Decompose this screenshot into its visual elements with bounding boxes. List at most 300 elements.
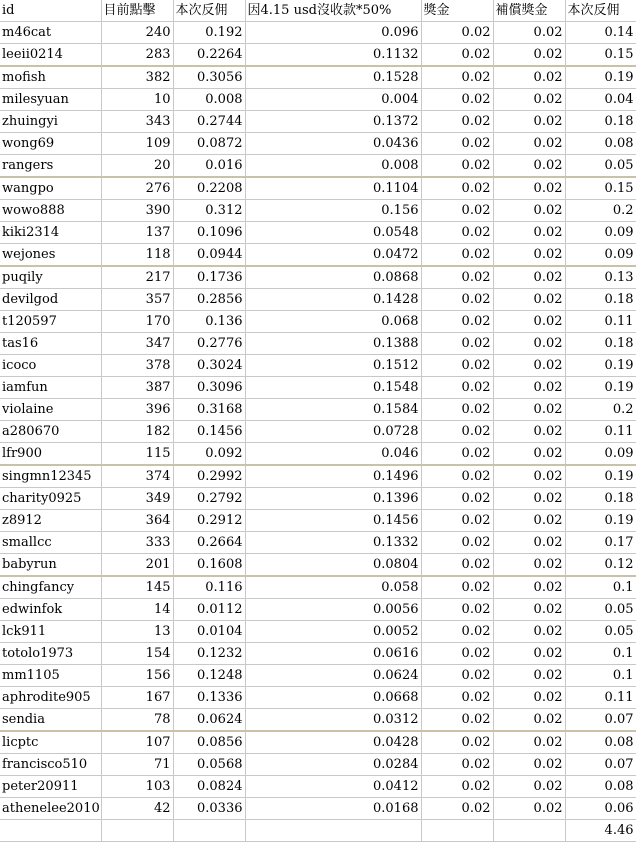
clicks-cell[interactable]: 71 [101, 754, 173, 776]
rebate-cell[interactable]: 0.3096 [173, 377, 245, 399]
clicks-cell[interactable]: 357 [101, 289, 173, 311]
clicks-cell[interactable]: 137 [101, 222, 173, 244]
unreceived-cell[interactable]: 0.0284 [245, 754, 421, 776]
unreceived-cell[interactable]: 0.068 [245, 311, 421, 333]
final-rebate-cell[interactable]: 0.18 [565, 111, 636, 133]
header-unreceived-half[interactable]: 因4.15 usd沒收款*50% [245, 0, 421, 22]
id-cell[interactable]: licptc [0, 731, 101, 754]
bonus-cell[interactable]: 0.02 [421, 177, 493, 200]
id-cell[interactable]: violaine [0, 399, 101, 421]
rebate-cell[interactable]: 0.0336 [173, 798, 245, 820]
id-cell[interactable]: smallcc [0, 532, 101, 554]
rebate-cell[interactable]: 0.1248 [173, 665, 245, 687]
unreceived-cell[interactable]: 0.0052 [245, 621, 421, 643]
clicks-cell[interactable]: 283 [101, 44, 173, 67]
compensation-cell[interactable]: 0.02 [493, 311, 565, 333]
unreceived-cell[interactable]: 0.156 [245, 200, 421, 222]
clicks-cell[interactable]: 170 [101, 311, 173, 333]
compensation-cell[interactable]: 0.02 [493, 510, 565, 532]
table-row [0, 66, 636, 89]
table-row [0, 643, 636, 665]
rebate-cell[interactable]: 0.2992 [173, 465, 245, 488]
final-rebate-cell[interactable]: 0.17 [565, 532, 636, 554]
unreceived-cell[interactable]: 0.1496 [245, 465, 421, 488]
compensation-cell[interactable]: 0.02 [493, 66, 565, 89]
compensation-cell[interactable]: 0.02 [493, 621, 565, 643]
clicks-cell[interactable]: 20 [101, 155, 173, 178]
final-rebate-cell[interactable]: 0.14 [565, 22, 636, 44]
compensation-cell[interactable]: 0.02 [493, 333, 565, 355]
compensation-cell[interactable]: 0.02 [493, 289, 565, 311]
rebate-cell[interactable]: 0.1232 [173, 643, 245, 665]
id-cell[interactable]: puqily [0, 266, 101, 289]
clicks-cell[interactable]: 396 [101, 399, 173, 421]
final-rebate-cell[interactable]: 0.1 [565, 576, 636, 599]
unreceived-cell[interactable]: 0.0728 [245, 421, 421, 443]
bonus-cell[interactable]: 0.02 [421, 510, 493, 532]
bonus-cell[interactable]: 0.02 [421, 421, 493, 443]
clicks-cell[interactable]: 201 [101, 554, 173, 577]
rebate-cell[interactable]: 0.0624 [173, 709, 245, 732]
final-rebate-cell[interactable]: 0.06 [565, 798, 636, 820]
final-rebate-cell[interactable]: 0.13 [565, 266, 636, 289]
header-row [0, 0, 636, 22]
bonus-cell[interactable]: 0.02 [421, 44, 493, 67]
table-row [0, 111, 636, 133]
table-row [0, 510, 636, 532]
clicks-cell[interactable]: 118 [101, 244, 173, 267]
unreceived-cell[interactable]: 0.0168 [245, 798, 421, 820]
table-row [0, 465, 636, 488]
clicks-cell[interactable]: 103 [101, 776, 173, 798]
clicks-cell[interactable]: 333 [101, 532, 173, 554]
bonus-cell[interactable]: 0.02 [421, 532, 493, 554]
clicks-cell[interactable]: 347 [101, 333, 173, 355]
empty-cell[interactable] [421, 820, 493, 842]
id-cell[interactable]: athenelee2010 [0, 798, 101, 820]
bonus-cell[interactable]: 0.02 [421, 554, 493, 577]
final-rebate-cell[interactable]: 0.18 [565, 333, 636, 355]
compensation-cell[interactable]: 0.02 [493, 177, 565, 200]
id-cell[interactable]: t120597 [0, 311, 101, 333]
table-row [0, 177, 636, 200]
table-row [0, 532, 636, 554]
header-rebate[interactable]: 本次反佣 [173, 0, 245, 22]
table-row [0, 554, 636, 577]
id-cell[interactable]: edwinfok [0, 599, 101, 621]
table-row [0, 687, 636, 709]
final-rebate-cell[interactable]: 0.11 [565, 421, 636, 443]
rebate-cell[interactable]: 0.0112 [173, 599, 245, 621]
bonus-cell[interactable]: 0.02 [421, 776, 493, 798]
id-cell[interactable]: wejones [0, 244, 101, 267]
rebate-cell[interactable]: 0.3168 [173, 399, 245, 421]
final-rebate-cell[interactable]: 0.08 [565, 731, 636, 754]
rebate-cell[interactable]: 0.0104 [173, 621, 245, 643]
compensation-cell[interactable]: 0.02 [493, 377, 565, 399]
rebate-cell[interactable]: 0.2776 [173, 333, 245, 355]
rebate-cell[interactable]: 0.1608 [173, 554, 245, 577]
bonus-cell[interactable]: 0.02 [421, 289, 493, 311]
clicks-cell[interactable]: 154 [101, 643, 173, 665]
clicks-cell[interactable]: 156 [101, 665, 173, 687]
id-cell[interactable]: tas16 [0, 333, 101, 355]
clicks-cell[interactable]: 378 [101, 355, 173, 377]
bonus-cell[interactable]: 0.02 [421, 665, 493, 687]
id-cell[interactable]: rangers [0, 155, 101, 178]
rebate-cell[interactable]: 0.2208 [173, 177, 245, 200]
table-row [0, 665, 636, 687]
id-cell[interactable]: mm1105 [0, 665, 101, 687]
rebate-cell[interactable]: 0.0944 [173, 244, 245, 267]
clicks-cell[interactable]: 10 [101, 89, 173, 111]
unreceived-cell[interactable]: 0.1104 [245, 177, 421, 200]
clicks-cell[interactable]: 390 [101, 200, 173, 222]
id-cell[interactable]: leeii0214 [0, 44, 101, 67]
rebate-cell[interactable]: 0.3024 [173, 355, 245, 377]
id-cell[interactable]: singmn12345 [0, 465, 101, 488]
unreceived-cell[interactable]: 0.0616 [245, 643, 421, 665]
compensation-cell[interactable]: 0.02 [493, 754, 565, 776]
clicks-cell[interactable]: 276 [101, 177, 173, 200]
id-cell[interactable]: z8912 [0, 510, 101, 532]
compensation-cell[interactable]: 0.02 [493, 576, 565, 599]
compensation-cell[interactable]: 0.02 [493, 488, 565, 510]
rebate-cell[interactable]: 0.2264 [173, 44, 245, 67]
unreceived-cell[interactable]: 0.1396 [245, 488, 421, 510]
id-cell[interactable]: aphrodite905 [0, 687, 101, 709]
id-cell[interactable]: wangpo [0, 177, 101, 200]
bonus-cell[interactable]: 0.02 [421, 244, 493, 267]
header-current-clicks[interactable]: 目前點擊 [101, 0, 173, 22]
rebate-cell[interactable]: 0.2792 [173, 488, 245, 510]
unreceived-cell[interactable]: 0.0436 [245, 133, 421, 155]
clicks-cell[interactable]: 374 [101, 465, 173, 488]
compensation-cell[interactable]: 0.02 [493, 798, 565, 820]
final-rebate-cell[interactable]: 0.05 [565, 621, 636, 643]
id-cell[interactable]: devilgod [0, 289, 101, 311]
unreceived-cell[interactable]: 0.0428 [245, 731, 421, 754]
final-rebate-cell[interactable]: 0.08 [565, 133, 636, 155]
table-row [0, 89, 636, 111]
id-cell[interactable]: iamfun [0, 377, 101, 399]
unreceived-cell[interactable]: 0.1584 [245, 399, 421, 421]
unreceived-cell[interactable]: 0.0804 [245, 554, 421, 577]
compensation-cell[interactable]: 0.02 [493, 111, 565, 133]
table-row [0, 355, 636, 377]
final-rebate-cell[interactable]: 0.1 [565, 665, 636, 687]
compensation-cell[interactable]: 0.02 [493, 443, 565, 466]
final-rebate-cell[interactable]: 0.11 [565, 311, 636, 333]
rebate-cell[interactable]: 0.0824 [173, 776, 245, 798]
compensation-cell[interactable]: 0.02 [493, 643, 565, 665]
bonus-cell[interactable]: 0.02 [421, 333, 493, 355]
bonus-cell[interactable]: 0.02 [421, 687, 493, 709]
unreceived-cell[interactable]: 0.0472 [245, 244, 421, 267]
id-cell[interactable]: kiki2314 [0, 222, 101, 244]
id-cell[interactable]: francisco510 [0, 754, 101, 776]
unreceived-cell[interactable]: 0.096 [245, 22, 421, 44]
rebate-cell[interactable]: 0.312 [173, 200, 245, 222]
id-cell[interactable]: chingfancy [0, 576, 101, 599]
final-rebate-cell[interactable]: 0.07 [565, 709, 636, 732]
compensation-cell[interactable]: 0.02 [493, 244, 565, 267]
clicks-cell[interactable]: 42 [101, 798, 173, 820]
final-rebate-cell[interactable]: 0.09 [565, 222, 636, 244]
clicks-cell[interactable]: 343 [101, 111, 173, 133]
unreceived-cell[interactable]: 0.1372 [245, 111, 421, 133]
final-rebate-cell[interactable]: 0.15 [565, 177, 636, 200]
bonus-cell[interactable]: 0.02 [421, 576, 493, 599]
clicks-cell[interactable]: 145 [101, 576, 173, 599]
compensation-cell[interactable]: 0.02 [493, 421, 565, 443]
bonus-cell[interactable]: 0.02 [421, 643, 493, 665]
compensation-cell[interactable]: 0.02 [493, 22, 565, 44]
header-bonus[interactable]: 獎金 [421, 0, 493, 22]
unreceived-cell[interactable]: 0.1548 [245, 377, 421, 399]
bonus-cell[interactable]: 0.02 [421, 133, 493, 155]
id-cell[interactable]: milesyuan [0, 89, 101, 111]
empty-cell[interactable] [101, 820, 173, 842]
table-row [0, 155, 636, 178]
compensation-cell[interactable]: 0.02 [493, 222, 565, 244]
table-row [0, 621, 636, 643]
rebate-cell[interactable]: 0.2912 [173, 510, 245, 532]
table-row [0, 266, 636, 289]
rebate-cell[interactable]: 0.0872 [173, 133, 245, 155]
unreceived-cell[interactable]: 0.0312 [245, 709, 421, 732]
table-row [0, 200, 636, 222]
id-cell[interactable]: peter20911 [0, 776, 101, 798]
rebate-cell[interactable]: 0.2664 [173, 532, 245, 554]
bonus-cell[interactable]: 0.02 [421, 200, 493, 222]
rebate-cell[interactable]: 0.1096 [173, 222, 245, 244]
rebate-cell[interactable]: 0.116 [173, 576, 245, 599]
clicks-cell[interactable]: 182 [101, 421, 173, 443]
clicks-cell[interactable]: 109 [101, 133, 173, 155]
table-row [0, 488, 636, 510]
rebate-cell[interactable]: 0.1336 [173, 687, 245, 709]
unreceived-cell[interactable]: 0.0868 [245, 266, 421, 289]
bonus-cell[interactable]: 0.02 [421, 399, 493, 421]
bonus-cell[interactable]: 0.02 [421, 465, 493, 488]
final-rebate-cell[interactable]: 0.18 [565, 488, 636, 510]
id-cell[interactable]: wowo888 [0, 200, 101, 222]
table-row [0, 44, 636, 67]
bonus-cell[interactable]: 0.02 [421, 488, 493, 510]
id-cell[interactable]: sendia [0, 709, 101, 732]
id-cell[interactable]: wong69 [0, 133, 101, 155]
unreceived-cell[interactable]: 0.008 [245, 155, 421, 178]
compensation-cell[interactable]: 0.02 [493, 266, 565, 289]
bonus-cell[interactable]: 0.02 [421, 266, 493, 289]
final-rebate-cell[interactable]: 0.19 [565, 510, 636, 532]
id-cell[interactable]: babyrun [0, 554, 101, 577]
header-final-rebate[interactable]: 本次反佣 [565, 0, 636, 22]
header-id[interactable]: id [0, 0, 101, 22]
empty-cell[interactable] [173, 820, 245, 842]
compensation-cell[interactable]: 0.02 [493, 687, 565, 709]
compensation-cell[interactable]: 0.02 [493, 731, 565, 754]
final-rebate-cell[interactable]: 0.2 [565, 200, 636, 222]
final-rebate-cell[interactable]: 0.15 [565, 44, 636, 67]
table-row [0, 22, 636, 44]
bonus-cell[interactable]: 0.02 [421, 731, 493, 754]
final-rebate-cell[interactable]: 0.05 [565, 599, 636, 621]
empty-cell[interactable] [0, 820, 101, 842]
compensation-cell[interactable]: 0.02 [493, 200, 565, 222]
unreceived-cell[interactable]: 0.0548 [245, 222, 421, 244]
empty-cell[interactable] [493, 820, 565, 842]
clicks-cell[interactable]: 217 [101, 266, 173, 289]
bonus-cell[interactable]: 0.02 [421, 66, 493, 89]
table-row [0, 798, 636, 820]
clicks-cell[interactable]: 78 [101, 709, 173, 732]
empty-cell[interactable] [245, 820, 421, 842]
table-row [0, 289, 636, 311]
table-row [0, 731, 636, 754]
total-row [0, 820, 636, 842]
final-rebate-cell[interactable]: 0.19 [565, 355, 636, 377]
clicks-cell[interactable]: 240 [101, 22, 173, 44]
bonus-cell[interactable]: 0.02 [421, 599, 493, 621]
header-compensation-bonus[interactable]: 補償獎金 [493, 0, 565, 22]
compensation-cell[interactable]: 0.02 [493, 133, 565, 155]
bonus-cell[interactable]: 0.02 [421, 111, 493, 133]
unreceived-cell[interactable]: 0.0624 [245, 665, 421, 687]
compensation-cell[interactable]: 0.02 [493, 599, 565, 621]
table-row [0, 709, 636, 732]
bonus-cell[interactable]: 0.02 [421, 22, 493, 44]
unreceived-cell[interactable]: 0.1388 [245, 333, 421, 355]
bonus-cell[interactable]: 0.02 [421, 621, 493, 643]
clicks-cell[interactable]: 115 [101, 443, 173, 466]
table-row [0, 133, 636, 155]
rebate-cell[interactable]: 0.016 [173, 155, 245, 178]
final-rebate-cell[interactable]: 0.09 [565, 244, 636, 267]
rebate-cell[interactable]: 0.0856 [173, 731, 245, 754]
id-cell[interactable]: zhuingyi [0, 111, 101, 133]
final-rebate-cell[interactable]: 0.19 [565, 377, 636, 399]
unreceived-cell[interactable]: 0.046 [245, 443, 421, 466]
table-row [0, 754, 636, 776]
rebate-cell[interactable]: 0.192 [173, 22, 245, 44]
table-row [0, 333, 636, 355]
clicks-cell[interactable]: 107 [101, 731, 173, 754]
final-rebate-cell[interactable]: 0.19 [565, 66, 636, 89]
unreceived-cell[interactable]: 0.1456 [245, 510, 421, 532]
id-cell[interactable]: totolo1973 [0, 643, 101, 665]
final-rebate-cell[interactable]: 0.12 [565, 554, 636, 577]
final-rebate-cell[interactable]: 0.18 [565, 289, 636, 311]
bonus-cell[interactable]: 0.02 [421, 377, 493, 399]
clicks-cell[interactable]: 387 [101, 377, 173, 399]
table-row [0, 222, 636, 244]
final-rebate-cell[interactable]: 0.1 [565, 643, 636, 665]
compensation-cell[interactable]: 0.02 [493, 665, 565, 687]
final-rebate-cell[interactable]: 0.07 [565, 754, 636, 776]
table-row [0, 599, 636, 621]
total-value-cell[interactable]: 4.46 [565, 820, 636, 842]
final-rebate-cell[interactable]: 0.08 [565, 776, 636, 798]
clicks-cell[interactable]: 14 [101, 599, 173, 621]
clicks-cell[interactable]: 167 [101, 687, 173, 709]
bonus-cell[interactable]: 0.02 [421, 754, 493, 776]
table-row [0, 576, 636, 599]
unreceived-cell[interactable]: 0.1428 [245, 289, 421, 311]
id-cell[interactable]: m46cat [0, 22, 101, 44]
id-cell[interactable]: charity0925 [0, 488, 101, 510]
rebate-cell[interactable]: 0.2744 [173, 111, 245, 133]
table-row [0, 311, 636, 333]
bonus-cell[interactable]: 0.02 [421, 443, 493, 466]
rebate-cell[interactable]: 0.0568 [173, 754, 245, 776]
compensation-cell[interactable]: 0.02 [493, 465, 565, 488]
compensation-cell[interactable]: 0.02 [493, 554, 565, 577]
bonus-cell[interactable]: 0.02 [421, 798, 493, 820]
compensation-cell[interactable]: 0.02 [493, 399, 565, 421]
rebate-cell[interactable]: 0.008 [173, 89, 245, 111]
unreceived-cell[interactable]: 0.004 [245, 89, 421, 111]
compensation-cell[interactable]: 0.02 [493, 532, 565, 554]
bonus-cell[interactable]: 0.02 [421, 311, 493, 333]
bonus-cell[interactable]: 0.02 [421, 355, 493, 377]
id-cell[interactable]: lfr900 [0, 443, 101, 466]
final-rebate-cell[interactable]: 0.04 [565, 89, 636, 111]
final-rebate-cell[interactable]: 0.19 [565, 465, 636, 488]
unreceived-cell[interactable]: 0.1512 [245, 355, 421, 377]
clicks-cell[interactable]: 382 [101, 66, 173, 89]
rebate-cell[interactable]: 0.1736 [173, 266, 245, 289]
bonus-cell[interactable]: 0.02 [421, 89, 493, 111]
clicks-cell[interactable]: 13 [101, 621, 173, 643]
id-cell[interactable]: a280670 [0, 421, 101, 443]
clicks-cell[interactable]: 349 [101, 488, 173, 510]
compensation-cell[interactable]: 0.02 [493, 89, 565, 111]
rebate-cell[interactable]: 0.3056 [173, 66, 245, 89]
table-row [0, 244, 636, 267]
compensation-cell[interactable]: 0.02 [493, 776, 565, 798]
id-cell[interactable]: lck911 [0, 621, 101, 643]
compensation-cell[interactable]: 0.02 [493, 355, 565, 377]
unreceived-cell[interactable]: 0.0056 [245, 599, 421, 621]
clicks-cell[interactable]: 364 [101, 510, 173, 532]
bonus-cell[interactable]: 0.02 [421, 709, 493, 732]
unreceived-cell[interactable]: 0.1332 [245, 532, 421, 554]
bonus-cell[interactable]: 0.02 [421, 222, 493, 244]
unreceived-cell[interactable]: 0.058 [245, 576, 421, 599]
rebate-cell[interactable]: 0.1456 [173, 421, 245, 443]
rebate-cell[interactable]: 0.2856 [173, 289, 245, 311]
compensation-cell[interactable]: 0.02 [493, 155, 565, 178]
final-rebate-cell[interactable]: 0.11 [565, 687, 636, 709]
unreceived-cell[interactable]: 0.0412 [245, 776, 421, 798]
compensation-cell[interactable]: 0.02 [493, 709, 565, 732]
unreceived-cell[interactable]: 0.0668 [245, 687, 421, 709]
compensation-cell[interactable]: 0.02 [493, 44, 565, 67]
bonus-cell[interactable]: 0.02 [421, 155, 493, 178]
final-rebate-cell[interactable]: 0.05 [565, 155, 636, 178]
id-cell[interactable]: icoco [0, 355, 101, 377]
rebate-cell[interactable]: 0.136 [173, 311, 245, 333]
final-rebate-cell[interactable]: 0.2 [565, 399, 636, 421]
final-rebate-cell[interactable]: 0.09 [565, 443, 636, 466]
unreceived-cell[interactable]: 0.1132 [245, 44, 421, 67]
unreceived-cell[interactable]: 0.1528 [245, 66, 421, 89]
id-cell[interactable]: mofish [0, 66, 101, 89]
table-row [0, 377, 636, 399]
rebate-cell[interactable]: 0.092 [173, 443, 245, 466]
